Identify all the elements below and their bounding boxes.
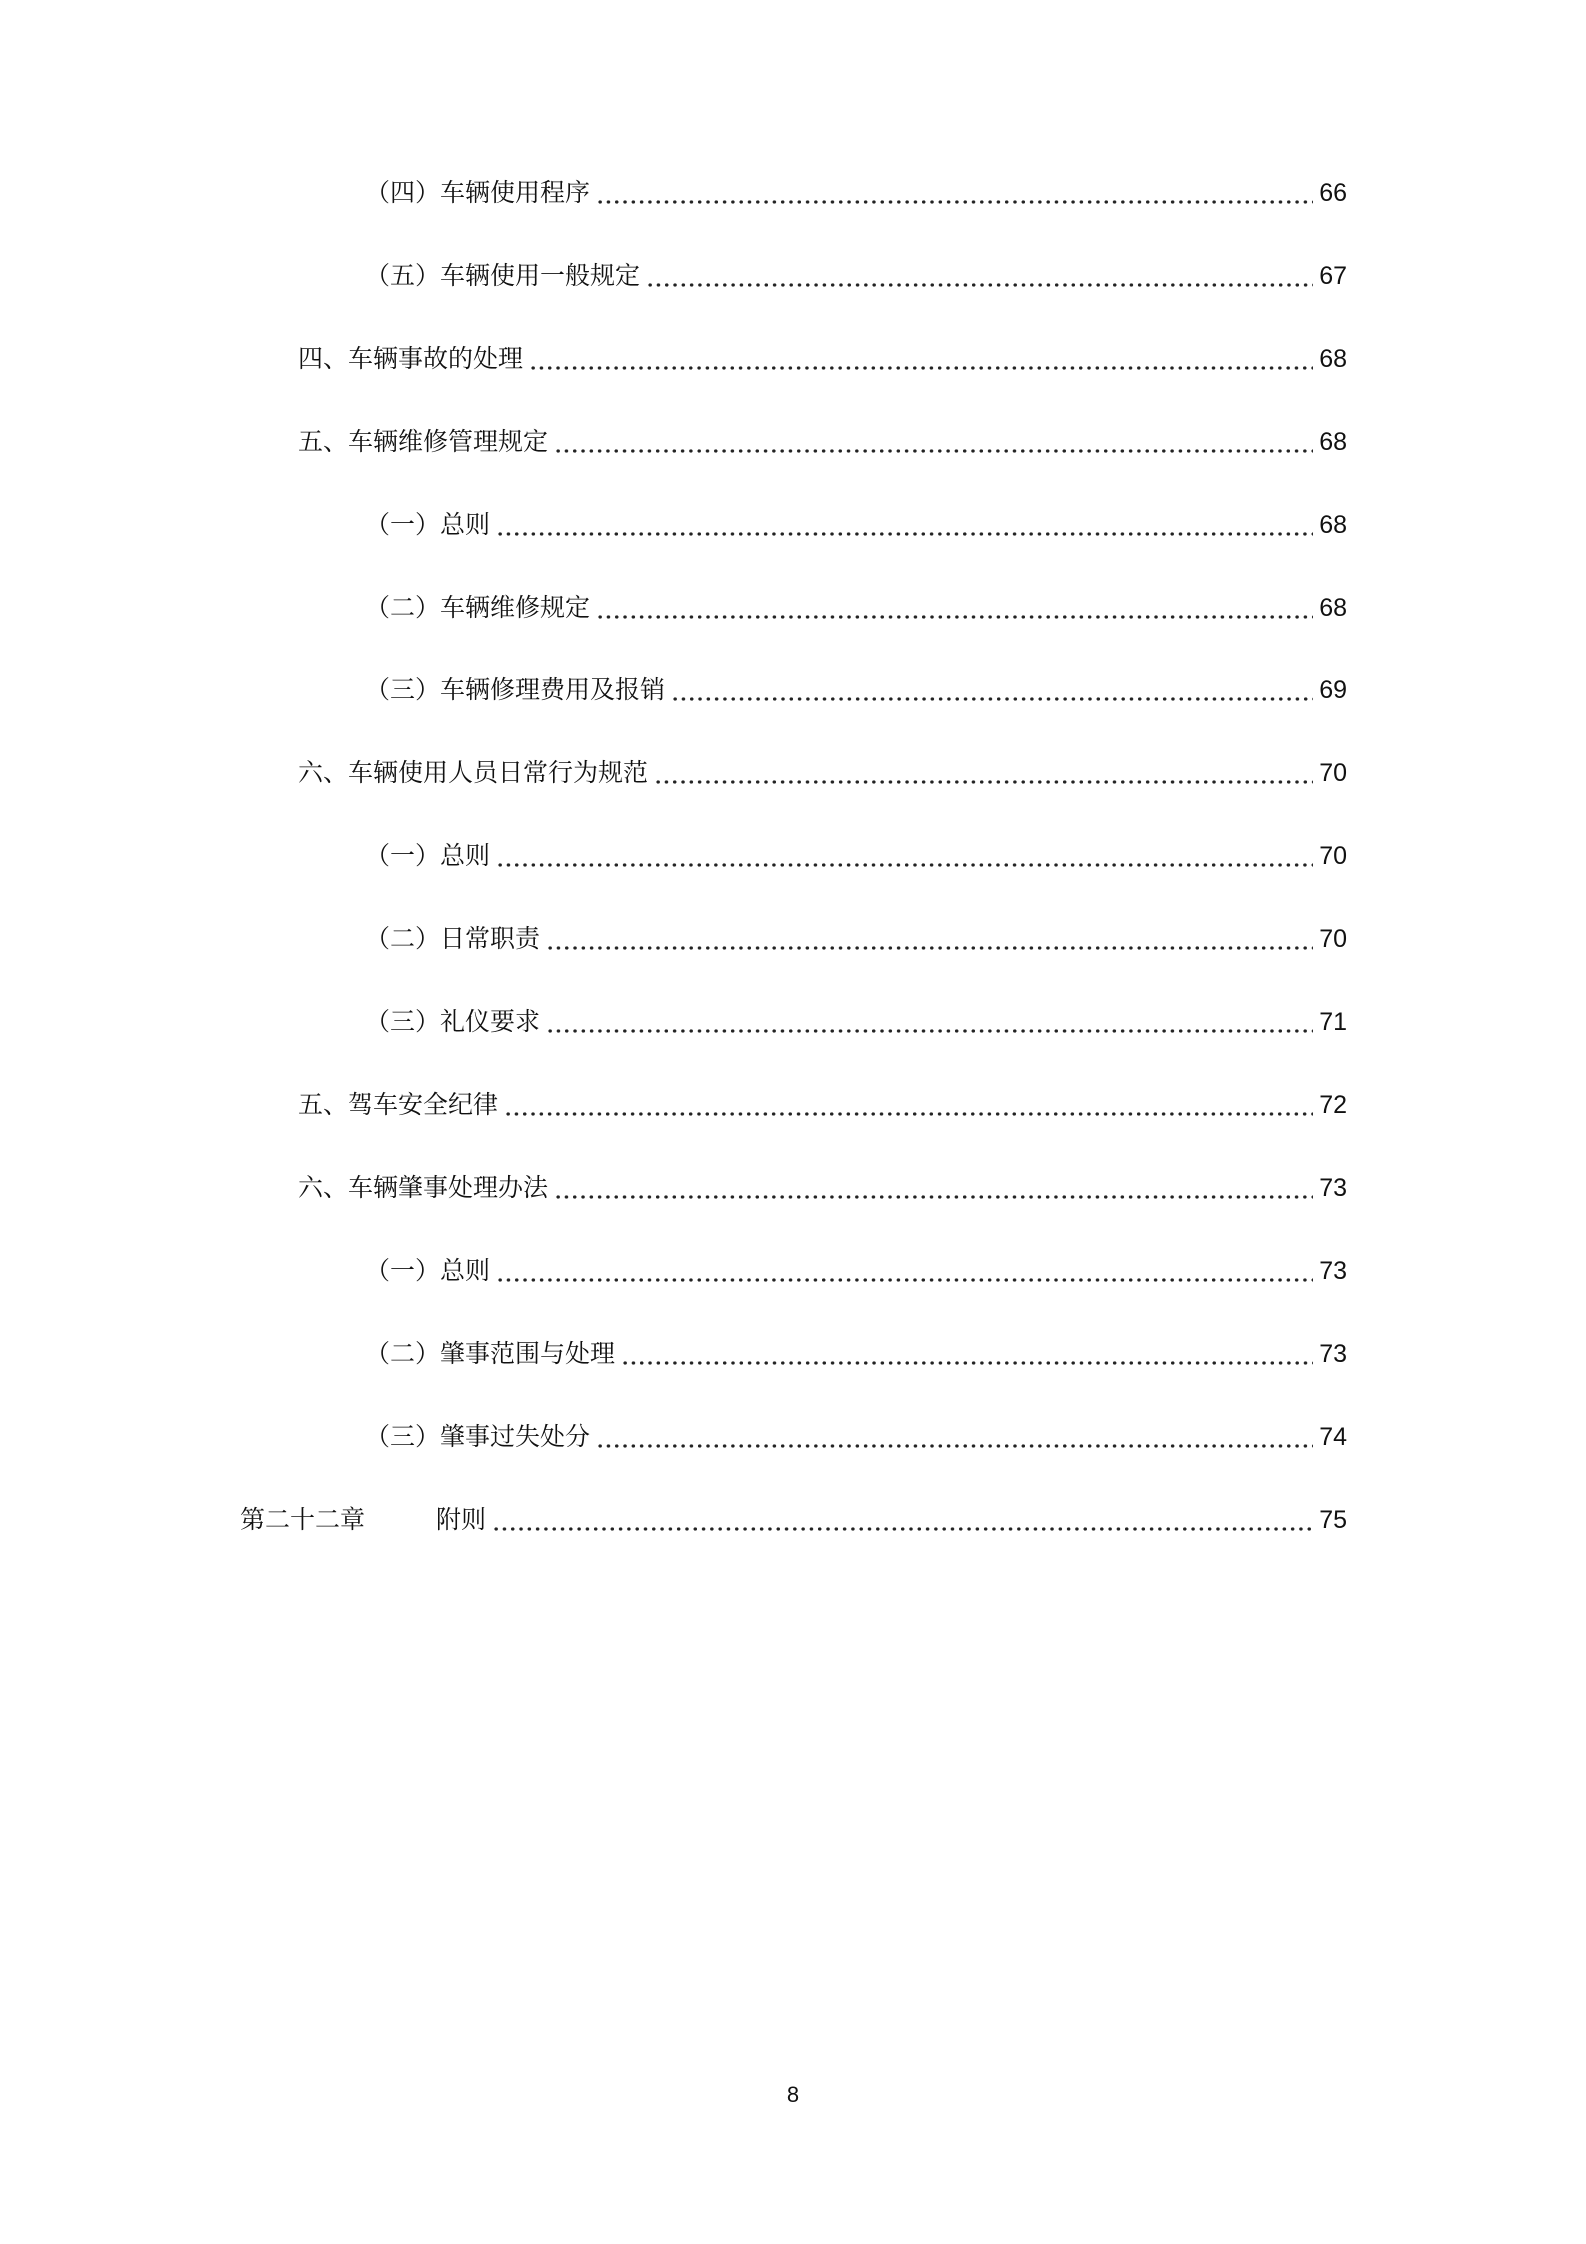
toc-entry-label: 六、车辆使用人员日常行为规范 — [298, 758, 649, 788]
dot-leader — [621, 1361, 1313, 1365]
toc-entry-page: 68 — [1319, 510, 1347, 539]
dot-leader — [596, 1444, 1313, 1448]
toc-entry-label: （四）车辆使用程序 — [365, 178, 591, 207]
dot-leader — [546, 946, 1313, 950]
dot-leader — [596, 615, 1313, 619]
dot-leader — [671, 697, 1313, 701]
toc-entry-label: （三）肇事过失处分 — [365, 1421, 591, 1451]
toc-entry[interactable] — [0, 1251, 1347, 1291]
toc-entry-page: 73 — [1319, 1339, 1347, 1368]
toc-entry-label: 六、车辆肇事处理办法 — [298, 1172, 549, 1202]
toc-entry-page: 73 — [1319, 1256, 1347, 1285]
dot-leader — [492, 1527, 1313, 1531]
toc-entry[interactable] — [0, 505, 1347, 545]
dot-leader — [554, 449, 1313, 453]
toc-entry[interactable] — [0, 670, 1347, 710]
toc-entry[interactable] — [0, 919, 1347, 959]
toc-entry-page: 68 — [1319, 593, 1347, 622]
toc-entry-page: 68 — [1319, 427, 1347, 456]
toc-entry-label: （一）总则 — [365, 841, 491, 871]
toc-entry[interactable] — [0, 588, 1347, 628]
toc-entry-page: 70 — [1319, 759, 1347, 788]
page-number: 8 — [786, 2082, 800, 2107]
toc-entry-label: （二）车辆维修规定 — [365, 592, 591, 622]
chapter-title: 附则 — [436, 1505, 487, 1534]
toc-entry-label: （二）肇事范围与处理 — [365, 1338, 616, 1368]
toc-entry-page: 75 — [1319, 1506, 1347, 1534]
toc-entry-label: 四、车辆事故的处理 — [298, 343, 524, 373]
toc-entry[interactable] — [0, 1002, 1347, 1042]
toc-entry-page: 70 — [1319, 925, 1347, 954]
toc-entry-page: 67 — [1319, 261, 1347, 290]
toc-entry-page: 70 — [1319, 842, 1347, 871]
toc-entry[interactable] — [0, 1168, 1347, 1208]
toc-entry[interactable] — [0, 836, 1347, 876]
dot-leader — [654, 780, 1313, 784]
toc-entry[interactable] — [0, 173, 1347, 213]
toc-entry-label: （一）总则 — [365, 1255, 491, 1285]
toc-entry-label: （二）日常职责 — [365, 924, 541, 954]
toc-entry[interactable] — [0, 422, 1347, 462]
toc-entry-page: 69 — [1319, 676, 1347, 705]
dot-leader — [529, 366, 1313, 370]
toc-entry-page: 73 — [1319, 1173, 1347, 1202]
toc-entry-page: 72 — [1319, 1090, 1347, 1119]
toc-chapter-entry[interactable] — [0, 1500, 1347, 1540]
toc-entry-page: 74 — [1319, 1422, 1347, 1451]
toc-entry-label: （五）车辆使用一般规定 — [365, 260, 641, 290]
toc-entry-label: （三）车辆修理费用及报销 — [365, 675, 666, 705]
toc-entry[interactable] — [0, 753, 1347, 793]
toc-entry[interactable] — [0, 339, 1347, 379]
toc-entry-label: （三）礼仪要求 — [365, 1007, 541, 1036]
dot-leader — [496, 1278, 1313, 1282]
toc-entry[interactable] — [0, 256, 1347, 296]
dot-leader — [496, 532, 1313, 536]
toc-entry-label — [240, 1500, 486, 1540]
dot-leader — [596, 200, 1313, 204]
toc-entry-page: 68 — [1319, 344, 1347, 373]
dot-leader — [504, 1112, 1313, 1116]
dot-leader — [646, 283, 1313, 287]
dot-leader — [496, 863, 1313, 867]
chapter-number: 第二十二章 — [240, 1505, 366, 1534]
toc-entry-label: 五、车辆维修管理规定 — [298, 426, 549, 456]
toc-entry-page: 71 — [1319, 1008, 1347, 1036]
toc-entry[interactable] — [0, 1085, 1347, 1125]
dot-leader — [554, 1195, 1313, 1199]
toc-entry-label: 五、驾车安全纪律 — [298, 1089, 499, 1119]
dot-leader — [546, 1029, 1313, 1033]
toc-entry-page: 66 — [1319, 179, 1347, 207]
toc-entry-label: （一）总则 — [365, 509, 491, 539]
toc-entry[interactable] — [0, 1334, 1347, 1374]
toc-entry[interactable] — [0, 1417, 1347, 1457]
